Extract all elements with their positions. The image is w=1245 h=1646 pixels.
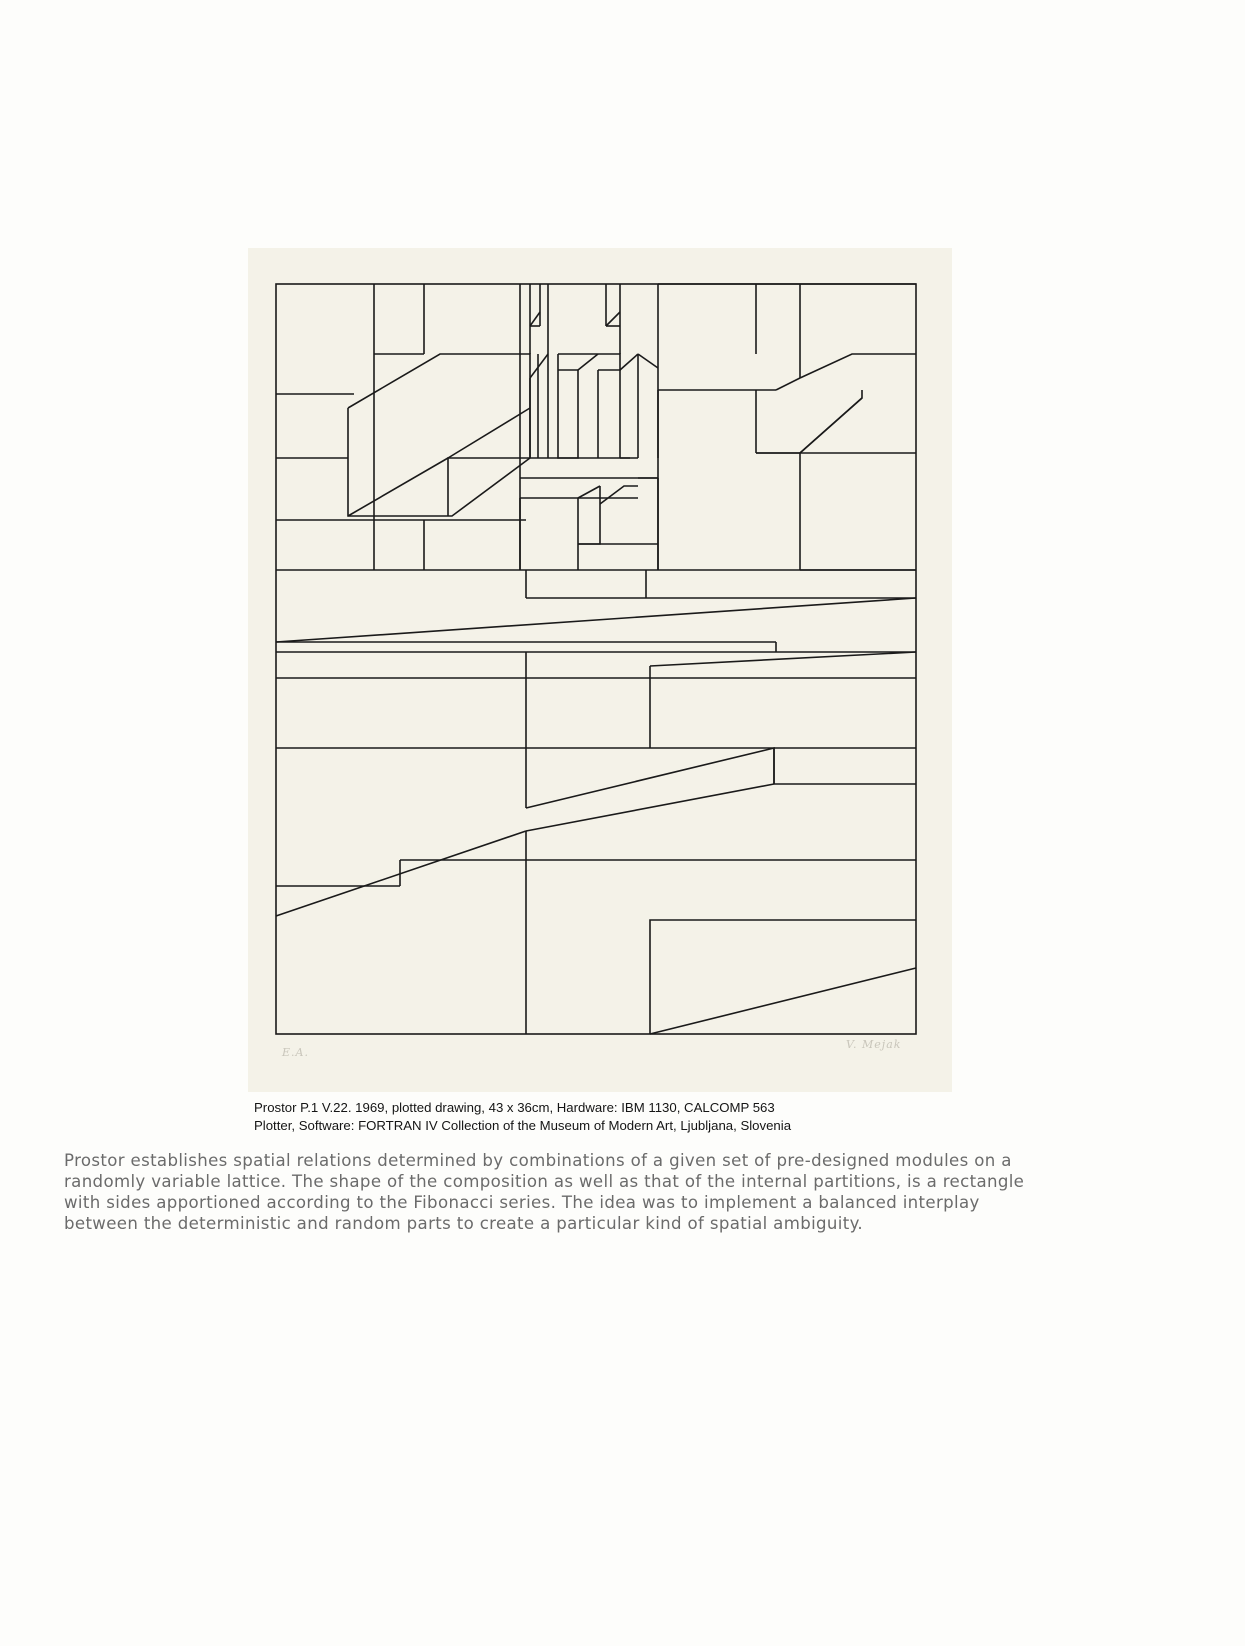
artwork-image xyxy=(248,248,952,1092)
edition-mark: E.A. xyxy=(282,1046,309,1059)
plotted-drawing xyxy=(248,248,952,1092)
description-line: Prostor establishes spatial relations determined by combinations of a given set of pre-designed modules on a xyxy=(64,1151,1012,1170)
description-line: with sides apportioned according to the Fibonacci series. The idea was to implement a balanced interplay xyxy=(64,1193,980,1212)
caption-line: Plotter, Software: FORTRAN IV Collection of the Museum of Modern Art, Ljubljana, Slovenia xyxy=(254,1117,792,1133)
artist-signature: V. Mejak xyxy=(846,1038,902,1051)
description-line: randomly variable lattice. The shape of the composition as well as that of the internal partitions, is a rectangle xyxy=(64,1172,1025,1191)
caption-line: Prostor P.1 V.22. 1969, plotted drawing, 43 x 36cm, Hardware: IBM 1130, CALCOMP 563 xyxy=(254,1100,775,1115)
artwork-description xyxy=(64,1150,1194,1234)
artwork-caption xyxy=(254,1099,974,1134)
description-line: between the deterministic and random parts to create a particular kind of spatial ambiguity. xyxy=(64,1214,864,1233)
